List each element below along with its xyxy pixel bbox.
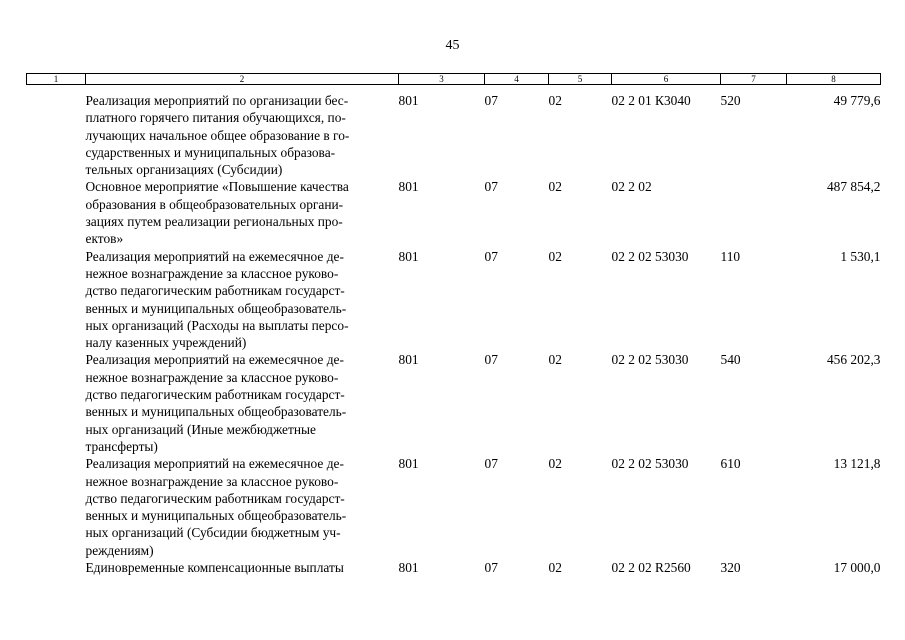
row-target-article: 02 2 02 53030 [611, 456, 689, 472]
row-expense-type: 610 [720, 456, 741, 472]
row-amount: 456 202,3 [826, 352, 881, 368]
row-subsection-code: 02 [548, 456, 562, 472]
row-subsection-code: 02 [548, 560, 562, 576]
row-subsection-code: 02 [548, 93, 562, 108]
row-target-article: 02 2 02 R2560 [611, 560, 691, 576]
column-header-8: 8 [787, 74, 881, 85]
row-amount: 1 530,1 [840, 248, 881, 264]
row-section-code: 07 [484, 93, 498, 108]
column-header-3: 3 [399, 74, 485, 85]
row-name: Реализация мероприятий на ежемесячное де- нежное вознаграждение за классное руково- дство педагогическим работникам государст- венных и муниципальных общеобразователь- ных организаций (Субсидии бюджетным уч- реждениям) [85, 456, 347, 558]
table-row [27, 559, 881, 576]
row-amount: 17 000,0 [833, 560, 881, 576]
row-ministry-code: 801 [398, 352, 419, 368]
table-row [27, 455, 881, 559]
row-target-article: 02 2 02 53030 [611, 248, 689, 264]
table-row [27, 248, 881, 352]
row-target-article: 02 2 01 К3040 [611, 93, 691, 108]
budget-table [26, 73, 881, 576]
column-header-4: 4 [485, 74, 549, 85]
table-row [27, 351, 881, 455]
row-section-code: 07 [484, 248, 498, 264]
row-subsection-code: 02 [548, 179, 562, 195]
row-ministry-code: 801 [398, 560, 419, 576]
row-expense-type: 320 [720, 560, 741, 576]
row-subsection-code: 02 [548, 248, 562, 264]
row-expense-type: 540 [720, 352, 741, 368]
column-header-2: 2 [86, 74, 399, 85]
column-header-6: 6 [612, 74, 721, 85]
row-ministry-code: 801 [398, 248, 419, 264]
row-target-article: 02 2 02 53030 [611, 352, 689, 368]
row-amount: 13 121,8 [833, 456, 881, 472]
row-amount: 487 854,2 [826, 179, 881, 195]
row-name: Единовременные компенсационные выплаты [85, 560, 344, 576]
table-row [27, 178, 881, 247]
column-number-header-row [27, 74, 881, 85]
row-name: Реализация мероприятий по организации бес- платного горячего питания обучающихся, по- лучающих начальное общее образование в го- сударственных и муниципальных образова- тельных организациях (Субсидии) [85, 93, 350, 178]
table-row [27, 85, 881, 179]
row-section-code: 07 [484, 456, 498, 472]
row-section-code: 07 [484, 352, 498, 368]
row-subsection-code: 02 [548, 352, 562, 368]
row-name: Реализация мероприятий на ежемесячное де- нежное вознаграждение за классное руково- дство педагогическим работникам государст- венных и муниципальных общеобразователь- ных организаций (Расходы на выплаты персо- налу казенных учреждений) [85, 248, 349, 351]
row-expense-type: 520 [720, 93, 741, 108]
row-ministry-code: 801 [398, 93, 419, 108]
page-number: 45 [445, 38, 460, 53]
row-ministry-code: 801 [398, 179, 419, 195]
row-expense-type: 110 [720, 248, 741, 264]
row-section-code: 07 [484, 560, 498, 576]
row-name: Реализация мероприятий на ежемесячное де- нежное вознаграждение за классное руково- дство педагогическим работникам государст- венных и муниципальных общеобразователь- ных организаций (Иные межбюджетные трансферты) [85, 352, 347, 454]
row-ministry-code: 801 [398, 456, 419, 472]
row-target-article: 02 2 02 [611, 179, 652, 195]
row-section-code: 07 [484, 179, 498, 195]
row-name: Основное мероприятие «Повышение качества образования в общеобразовательных органи- зациях путем реализации региональных про- ектов» [85, 179, 349, 247]
column-header-1: 1 [27, 74, 86, 85]
column-header-7: 7 [721, 74, 787, 85]
column-header-5: 5 [549, 74, 612, 85]
row-expense-type [721, 178, 787, 247]
row-amount: 49 779,6 [833, 93, 881, 108]
